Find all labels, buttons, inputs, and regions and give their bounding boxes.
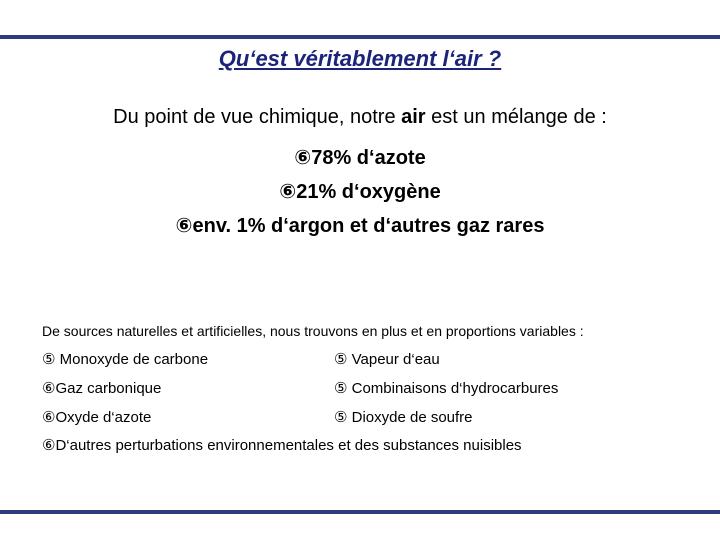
sources-row [42,350,702,379]
source-carbon-monoxide: ⑤ Monoxyde de carbone [42,351,209,368]
bottom-divider [0,510,720,514]
source-sulfur-dioxide: ⑤ Dioxyde de soufre [334,409,473,426]
source-carbon-dioxide: ⑥Gaz carbonique [42,380,162,397]
source-hydrocarbons: ⑤ Combinaisons d‘hydrocarbures [334,380,559,397]
intro-text [0,105,720,129]
source-nitrogen-oxide: ⑥Oxyde d‘azote [42,409,152,426]
sources-grid [42,350,702,437]
slide-title: Qu‘est véritablement l‘air ? [218,46,502,71]
component-oxygen: ⑥21% d‘oxygène [279,181,441,203]
component-argon: ⑥env. 1% d‘argon et d‘autres gaz rares [175,215,545,237]
intro-emphasis: air [401,106,426,128]
intro-after: est un mélange de : [425,106,607,128]
top-divider [0,35,720,39]
intro-before: Du point de vue chimique, notre [113,106,402,128]
source-water-vapor: ⑤ Vapeur d‘eau [334,351,440,368]
component-nitrogen: ⑥78% d‘azote [294,147,426,169]
source-other-disturbances: ⑥D‘autres perturbations environnementales et des substances nuisibles [42,437,522,454]
sources-row [42,379,702,408]
sources-intro-text: De sources naturelles et artificielles, nous trouvons en plus et en proportions variables : [42,323,584,339]
air-components-list [0,141,720,243]
sources-row [42,408,702,437]
